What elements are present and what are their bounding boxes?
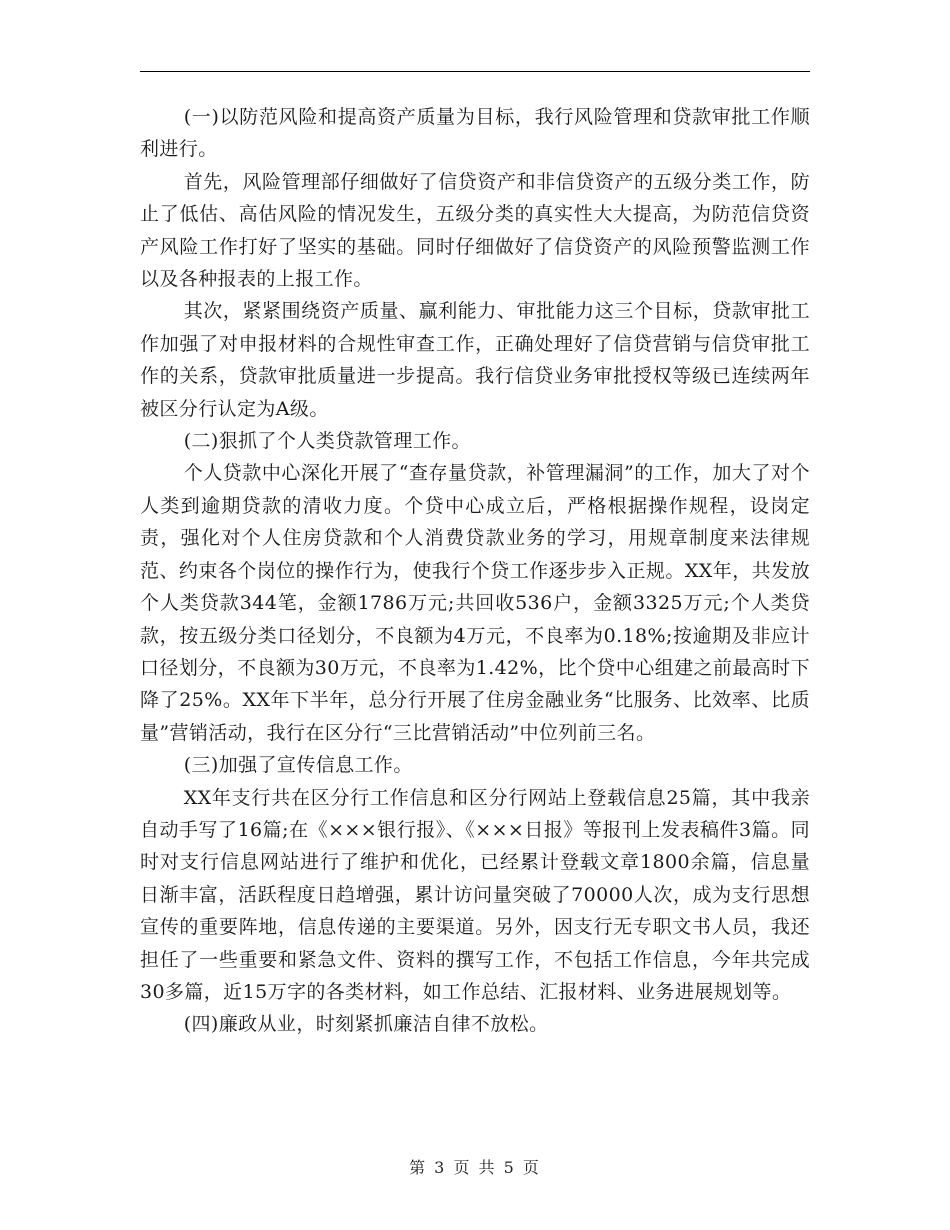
paragraph-risk-management-heading: (一)以防范风险和提高资产质量为目标，我行风险管理和贷款审批工作顺利进行。 [140,106,810,161]
page-number-footer: 第 3 页 共 5 页 [409,1158,541,1177]
paragraph-first-point: 首先，风险管理部仔细做好了信贷资产和非信贷资产的五级分类工作，防止了低估、高估风险的情况发生，五级分类的真实性大大提高，为防范信贷资产风险工作打好了坚实的基础。同时仔细做好了信贷资产的风险预警监测工作以及各种报表的上报工作。 [140,170,810,291]
paragraph-publicity-heading: (三)加强了宣传信息工作。 [183,754,413,777]
paragraph-personal-loans-body: 个人贷款中心深化开展了“查存量贷款，补管理漏洞”的工作，加大了对个人类到逾期贷款的清收力度。个贷中心成立后，严格根据操作规程，设岗定责，强化对个人住房贷款和个人消费贷款业务的学习，用规章制度来法律规范、约束各个岗位的操作行为，使我行个贷工作逐步步入正规。XX年，共发放个人类贷款344笔，金额1786万元;共回收536户，金额3325万元;个人类贷款，按五级分类口径划分，不良额为4万元，不良率为0.18%;按逾期及非应计口径划分，不良额为30万元，不良率为1.42%，比个贷中心组建之前最高时下降了25%。XX年下半年，总分行开展了住房金融业务“比服务、比效率、比质量”营销活动，我行在区分行“三比营销活动”中位列前三名。 [140,462,810,744]
paragraph-integrity-heading: (四)廉政从业，时刻紧抓廉洁自律不放松。 [183,1013,549,1036]
header-rule [140,71,810,72]
paragraph-publicity-body: XX年支行共在区分行工作信息和区分行网站上登载信息25篇，其中我亲自动手写了16篇;在《×××银行报》、《×××日报》等报刊上发表稿件3篇。同时对支行信息网站进行了维护和优化，已经累计登载文章1800余篇，信息量日渐丰富，活跃程度日趋增强，累计访问量突破了70000人次，成为支行思想宣传的重要阵地，信息传递的主要渠道。另外，因支行无专职文书人员，我还担任了一些重要和紧急文件、资料的撰写工作，不包括工作信息，今年共完成30多篇，近15万字的各类材料，如工作总结、汇报材料、业务进展规划等。 [140,786,810,1003]
paragraph-personal-loans-heading: (二)狠抓了个人类贷款管理工作。 [183,430,471,453]
paragraph-second-point: 其次，紧紧围绕资产质量、赢利能力、审批能力这三个目标，贷款审批工作加强了对申报材料的合规性审查工作，正确处理好了信贷营销与信贷审批工作的关系，贷款审批质量进一步提高。我行信贷业务审批授权等级已连续两年被区分行认定为A级。 [140,300,810,420]
document-body [140,101,810,1041]
